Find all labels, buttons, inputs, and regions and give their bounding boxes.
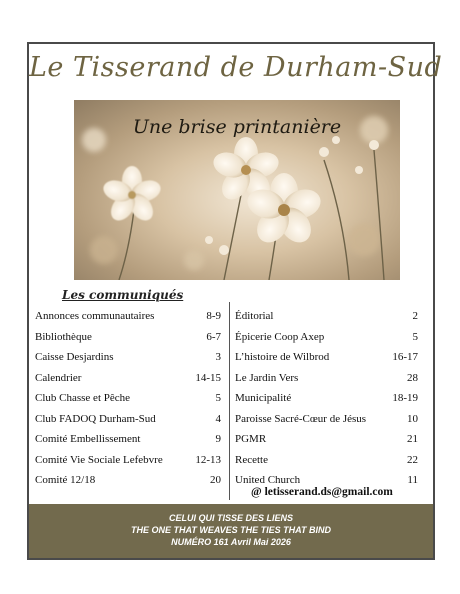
footer-motto-en: THE ONE THAT WEAVES THE TIES THAT BIND xyxy=(131,525,331,535)
cover-caption: Une brise printanière xyxy=(132,116,342,138)
contents-entry-pages: 14-15 xyxy=(195,371,221,384)
contents-entry-pages: 4 xyxy=(215,412,221,425)
contents-entry-name: Le Jardin Vers xyxy=(235,371,299,384)
contents-entry-pages: 5 xyxy=(412,330,418,343)
contents-entry-pages: 22 xyxy=(407,453,418,466)
contents-entry xyxy=(235,429,418,450)
newsletter-title: Le Tisserand de Durham-Sud xyxy=(29,52,443,83)
contents-entry xyxy=(35,450,221,471)
contents-entry-name: Comité 12/18 xyxy=(35,474,96,487)
contents-entry-name: L’histoire de Wilbrod xyxy=(235,351,330,364)
contents-entry-name: Recette xyxy=(235,453,268,466)
contents-entry-name: Municipalité xyxy=(235,392,292,405)
contents-entry-pages: 20 xyxy=(210,474,221,487)
contact-email[interactable]: @ letisserand.ds@gmail.com xyxy=(251,486,393,498)
footer-motto-fr: CELUI QUI TISSE DES LIENS xyxy=(168,513,294,523)
contents-entry xyxy=(35,409,221,430)
contents-entry-name: Club Chasse et Pêche xyxy=(35,392,131,405)
contents-entry-name: Éditorial xyxy=(235,310,274,323)
contents-entry-pages: 9 xyxy=(215,433,221,446)
contents-entry xyxy=(35,368,221,389)
contents-entry-name: Bibliothèque xyxy=(35,330,92,343)
contents-entry-pages: 6-7 xyxy=(206,330,221,343)
contents-entry xyxy=(235,306,418,327)
contents-entry xyxy=(235,327,418,348)
contents-entry xyxy=(35,470,221,491)
contents-entry-pages: 5 xyxy=(215,392,221,405)
contents-entry xyxy=(235,409,418,430)
contents-entry xyxy=(235,450,418,471)
contents-entry-pages: 8-9 xyxy=(206,310,221,323)
contents-left-column xyxy=(35,306,221,491)
contents-entry-pages: 21 xyxy=(407,433,418,446)
contents-entry-name: Épicerie Coop Axep xyxy=(235,330,325,343)
contents-entry-pages: 28 xyxy=(407,371,418,384)
contents-entry-name: Calendrier xyxy=(35,371,82,384)
column-divider xyxy=(229,302,230,500)
contents-entry-pages: 12-13 xyxy=(195,453,221,466)
contents-entry-pages: 18-19 xyxy=(392,392,418,405)
contents-entry xyxy=(35,327,221,348)
contents-entry xyxy=(35,388,221,409)
contents-heading: Les communiqués xyxy=(62,288,184,302)
contents-entry xyxy=(35,347,221,368)
contents-entry-name: Annonces communautaires xyxy=(35,310,155,323)
contents-entry-name: Caisse Desjardins xyxy=(35,351,114,364)
contents-entry-name: PGMR xyxy=(235,433,267,446)
newsletter-cover xyxy=(27,42,443,560)
contents-entry xyxy=(235,388,418,409)
issue-number: NUMÉRO 161 Avril Mai 2026 xyxy=(171,537,291,547)
cover-image xyxy=(74,100,400,280)
contents-entry-name: Comité Vie Sociale Lefebvre xyxy=(35,453,163,466)
contents-entry xyxy=(235,368,418,389)
contents-entry xyxy=(235,347,418,368)
contents-entry-pages: 3 xyxy=(215,351,221,364)
footer-banner xyxy=(29,504,433,558)
contents-entry-pages: 10 xyxy=(407,412,418,425)
contents-entry-name: United Church xyxy=(235,474,301,487)
contents-entry-name: Comité Embellissement xyxy=(35,433,141,446)
contents-right-column xyxy=(235,306,418,491)
contents-entry-pages: 16-17 xyxy=(392,351,418,364)
contents-entry-pages: 11 xyxy=(407,474,418,487)
contents-entry-name: Club FADOQ Durham-Sud xyxy=(35,412,156,425)
contents-entry xyxy=(35,306,221,327)
contents-entry xyxy=(35,429,221,450)
contents-entry-name: Paroisse Sacré-Cœur de Jésus xyxy=(235,412,367,425)
contents-entry-pages: 2 xyxy=(412,310,418,323)
